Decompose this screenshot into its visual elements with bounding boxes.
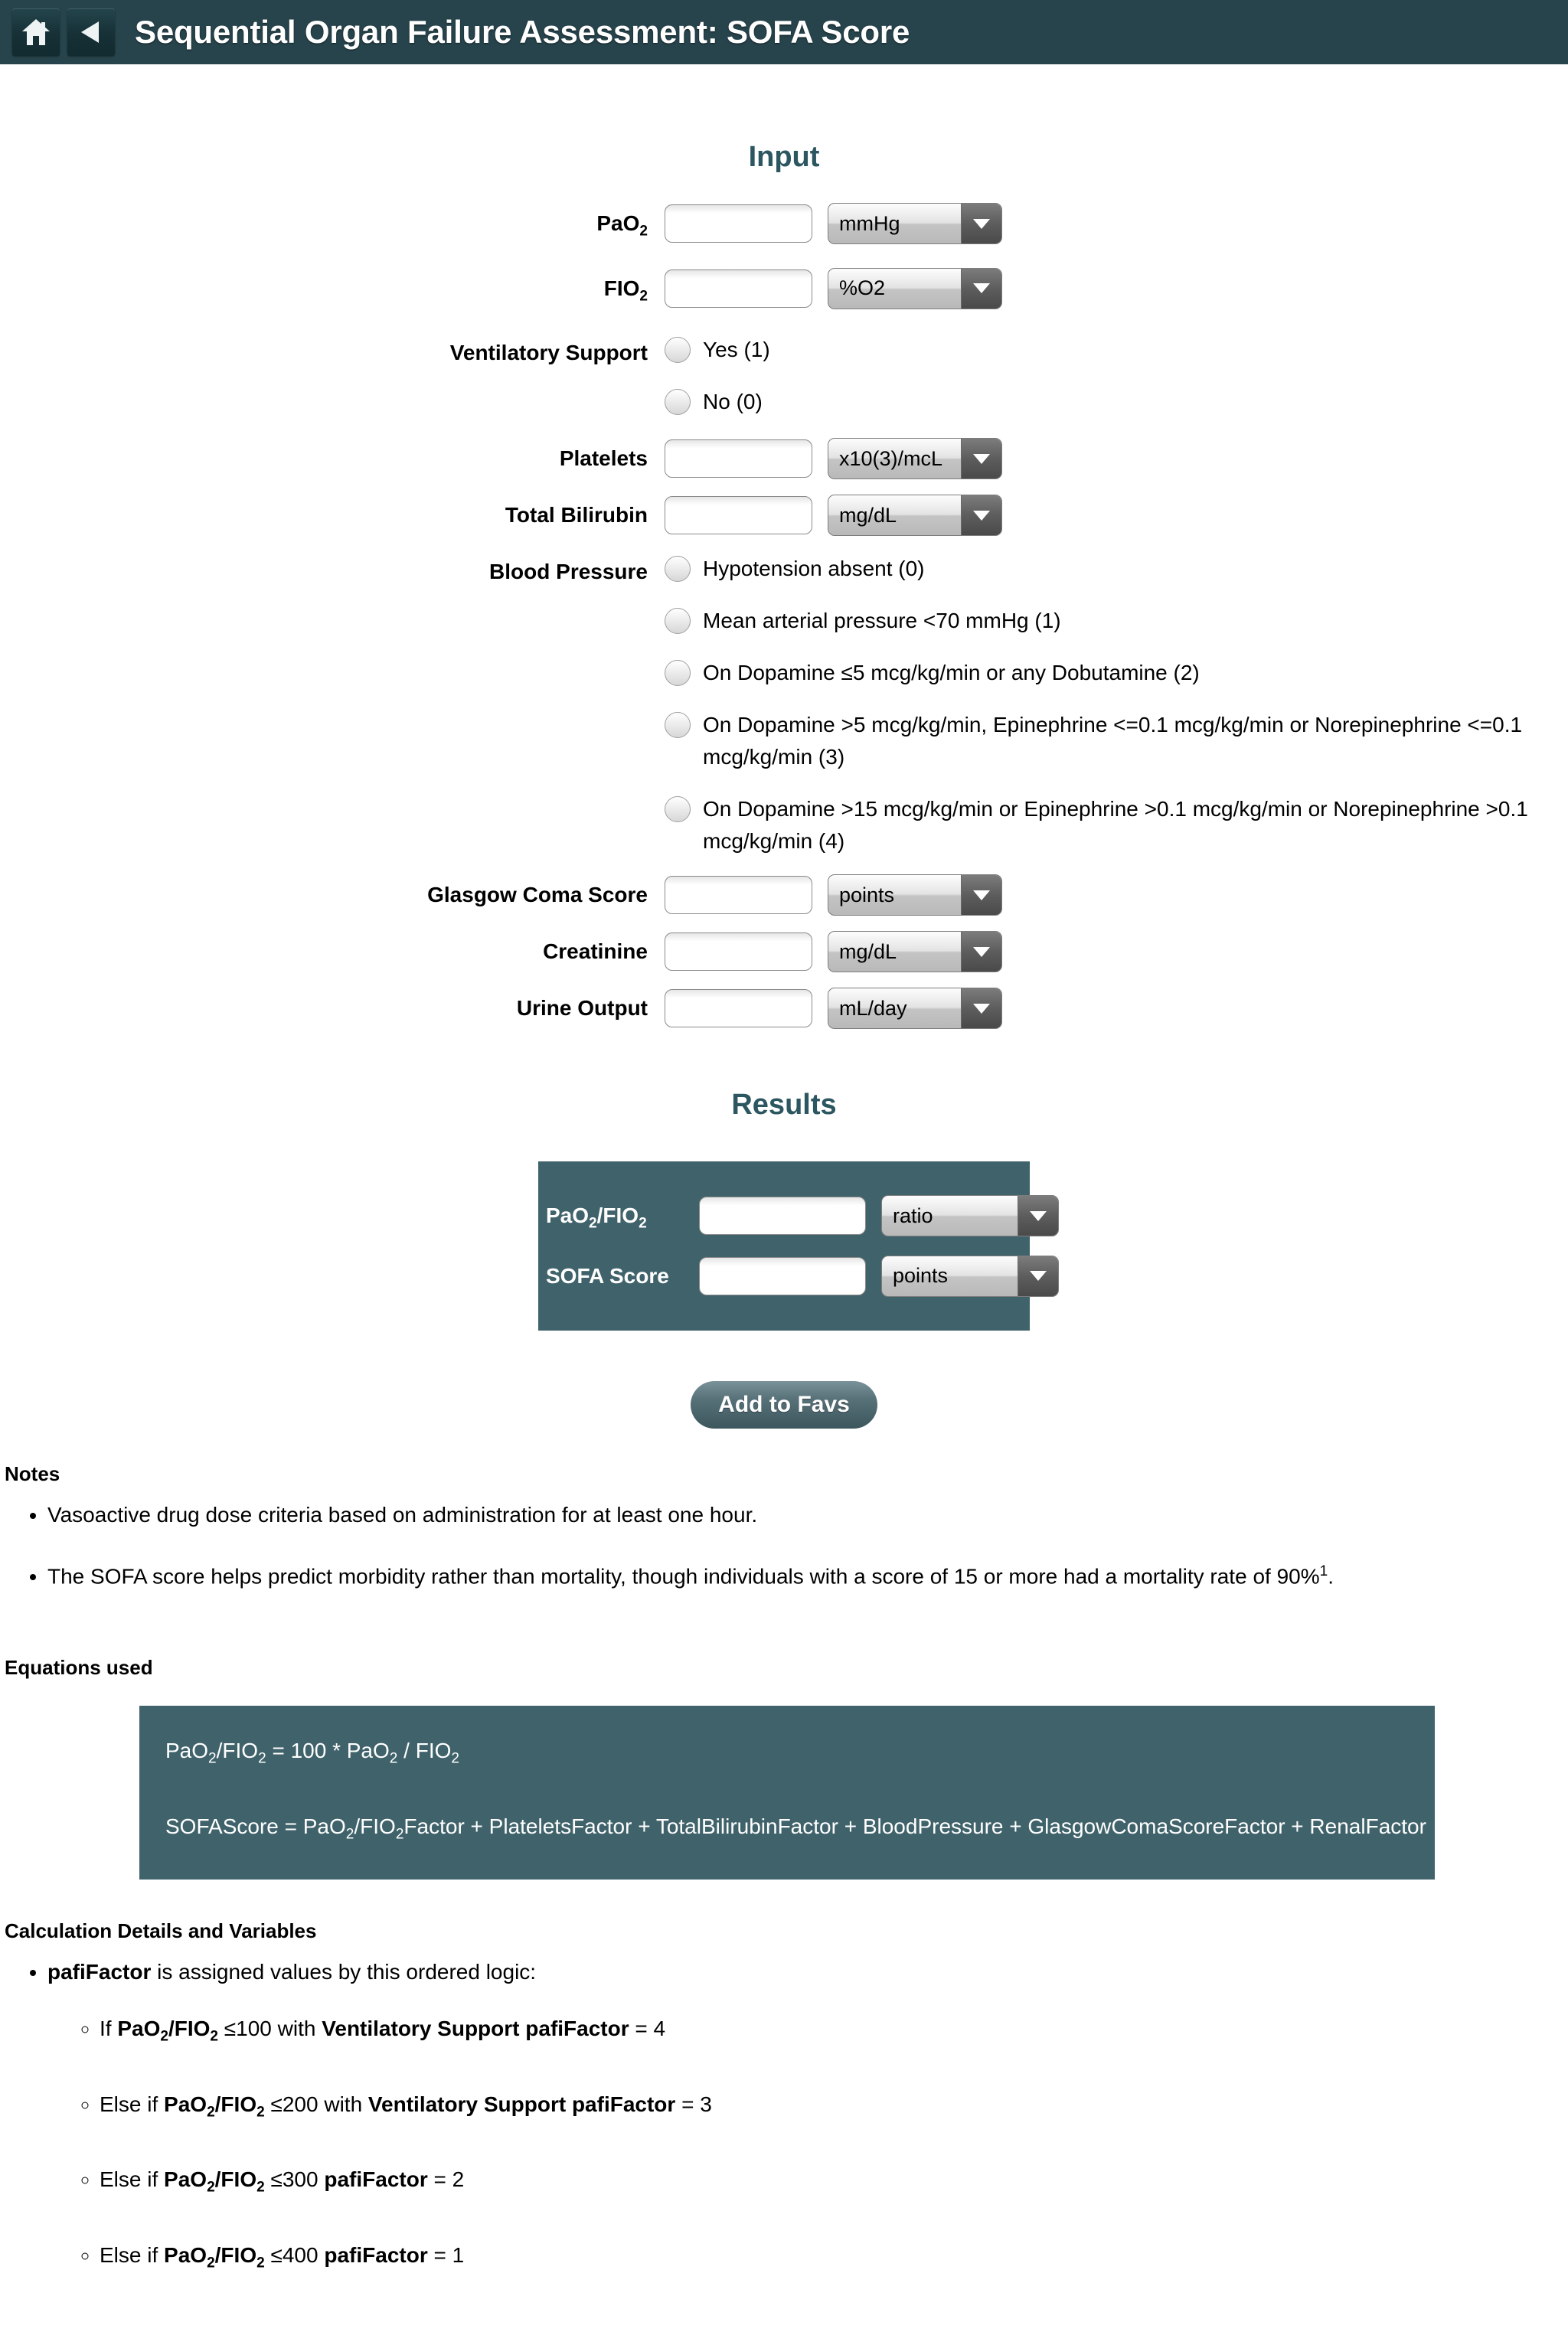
- label-sofa-score: SOFA Score: [546, 1263, 669, 1288]
- chevron-down-icon: [1018, 1256, 1058, 1296]
- radio-ventilatory-yes[interactable]: [665, 334, 770, 366]
- urine-output-input[interactable]: [665, 989, 812, 1027]
- radio-label: Mean arterial pressure <70 mmHg (1): [703, 609, 1061, 633]
- field-row-urine-output: [0, 988, 1568, 1029]
- label-blood-pressure: Blood Pressure: [489, 560, 648, 584]
- fio2-input[interactable]: [665, 269, 812, 308]
- ventilatory-support-radio-group: [665, 332, 770, 418]
- field-row-glasgow-coma-score: [0, 874, 1568, 916]
- label-pao2: PaO$_2$: [596, 211, 648, 240]
- notes-list: [0, 1498, 1568, 1593]
- pao2-fio2-output[interactable]: [699, 1197, 866, 1235]
- home-icon: [21, 18, 51, 47]
- input-form: [0, 203, 1568, 1029]
- pafifactor-sublist: [47, 2012, 1568, 2280]
- creatinine-unit-label: mg/dL: [839, 939, 897, 963]
- sofa-score-unit-label: points: [893, 1264, 949, 1288]
- field-row-blood-pressure: [0, 551, 1568, 857]
- chevron-down-icon: [961, 875, 1001, 915]
- result-row-pafi: [538, 1195, 1030, 1245]
- radio-bp-4[interactable]: [665, 793, 1537, 857]
- glasgow-coma-score-unit-label: points: [839, 883, 895, 906]
- field-row-fio2: [0, 268, 1568, 318]
- chevron-down-icon: [961, 269, 1001, 309]
- input-section-title: Input: [748, 141, 820, 173]
- pao2-input[interactable]: [665, 204, 812, 243]
- equations-heading: Equations used: [5, 1656, 153, 1680]
- list-item: • Vasoactive drug dose criteria based on administration for at least one hour.: [47, 1498, 1568, 1532]
- glasgow-coma-score-input[interactable]: [665, 876, 812, 914]
- chevron-down-icon: [961, 439, 1001, 478]
- radio-label: On Dopamine >5 mcg/kg/min, Epinephrine <=0.1 mcg/kg/min or Norepinephrine <=0.1 mcg/kg/min (3): [703, 713, 1523, 769]
- pao2-fio2-unit-label: ratio: [893, 1204, 933, 1227]
- chevron-down-icon: [961, 204, 1001, 243]
- radio-label: Yes (1): [703, 338, 770, 362]
- label-pao2-fio2: $PaO_2/FIO_2$: [546, 1204, 647, 1232]
- app-header: [0, 0, 1568, 64]
- back-arrow-icon: [77, 18, 106, 47]
- pafifactor-intro: pafiFactor is assigned values by this ordered logic:: [47, 1960, 537, 1984]
- chevron-down-icon: [1018, 1196, 1058, 1236]
- pao2-unit-select[interactable]: [828, 203, 1002, 244]
- radio-bp-2[interactable]: [665, 657, 1537, 689]
- pao2-unit-label: mmHg: [839, 211, 900, 235]
- total-bilirubin-unit-label: mg/dL: [839, 503, 897, 527]
- field-row-platelets: [0, 438, 1568, 479]
- radio-button-icon: [665, 337, 691, 363]
- total-bilirubin-unit-select[interactable]: [828, 495, 1002, 536]
- add-to-favs-button[interactable]: Add to Favs: [691, 1381, 877, 1429]
- urine-output-unit-label: mL/day: [839, 996, 907, 1020]
- field-row-pao2: [0, 203, 1568, 253]
- fio2-unit-select[interactable]: [828, 268, 1002, 309]
- results-section-title: Results: [731, 1089, 837, 1122]
- urine-output-unit-select[interactable]: [828, 988, 1002, 1029]
- label-fio2: $FIO_2$: [603, 276, 648, 305]
- label-glasgow-coma-score: Glasgow Coma Score: [427, 883, 648, 907]
- field-row-total-bilirubin: [0, 495, 1568, 536]
- list-item: ◦ Else if $PaO_2/FIO_2 \le 300$ pafiFactor = 2: [100, 2163, 1568, 2205]
- calculation-details-heading: Calculation Details and Variables: [5, 1919, 317, 1943]
- radio-bp-1[interactable]: [665, 605, 1537, 637]
- field-row-creatinine: [0, 931, 1568, 972]
- platelets-unit-select[interactable]: [828, 438, 1002, 479]
- platelets-unit-label: x10(3)/mcL: [839, 446, 943, 470]
- radio-button-icon: [665, 796, 691, 822]
- fio2-unit-label: %O2: [839, 276, 886, 300]
- glasgow-coma-score-unit-select[interactable]: [828, 874, 1002, 916]
- home-button[interactable]: [12, 8, 60, 56]
- pao2-fio2-unit-select[interactable]: [881, 1195, 1059, 1236]
- label-ventilatory-support: Ventilatory Support: [449, 341, 648, 365]
- radio-ventilatory-no[interactable]: [665, 386, 770, 418]
- blood-pressure-radio-group: [665, 551, 1537, 857]
- chevron-down-icon: [961, 932, 1001, 972]
- label-platelets: Platelets: [559, 446, 648, 471]
- radio-button-icon: [665, 608, 691, 634]
- notes-heading: Notes: [5, 1462, 60, 1485]
- radio-button-icon: [665, 389, 691, 415]
- radio-bp-3[interactable]: [665, 709, 1537, 773]
- sofa-score-output[interactable]: [699, 1257, 866, 1295]
- list-item: ◦ Else if $PaO_2/FIO_2 \le 200$ with Ventilatory Support pafiFactor = 3: [100, 2088, 1568, 2130]
- radio-bp-0[interactable]: [665, 553, 1537, 585]
- result-row-sofa-score: [538, 1256, 1030, 1297]
- equation-line: SOFAScore = $PaO_2/FIO_2Factor$ + PlateletsFactor + TotalBilirubinFactor + BloodPressure + GlasgowComaScoreFactor + RenalFactor: [165, 1814, 1426, 1843]
- chevron-down-icon: [961, 495, 1001, 535]
- chevron-down-icon: [961, 988, 1001, 1028]
- list-item: [47, 1955, 1568, 2280]
- radio-button-icon: [665, 660, 691, 686]
- label-total-bilirubin: Total Bilirubin: [505, 503, 648, 527]
- radio-label: On Dopamine >15 mcg/kg/min or Epinephrine >0.1 mcg/kg/min or Norepinephrine >0.1 mcg/kg/min (4): [703, 797, 1528, 854]
- radio-label: On Dopamine ≤5 mcg/kg/min or any Dobutamine (2): [703, 661, 1200, 685]
- add-to-favs-container: [0, 1381, 1568, 1429]
- radio-button-icon: [665, 712, 691, 738]
- radio-label: Hypotension absent (0): [703, 557, 925, 581]
- label-urine-output: Urine Output: [516, 996, 648, 1021]
- results-panel: [538, 1161, 1030, 1331]
- calculation-details-list: [0, 1955, 1568, 2280]
- list-item: ◦ Else if $PaO_2/FIO_2 \le 400$ pafiFactor = 1: [100, 2239, 1568, 2281]
- platelets-input[interactable]: [665, 439, 812, 478]
- equation-line: $PaO_2/FIO_2 = 100 * PaO_2 / FIO_2$: [165, 1739, 459, 1767]
- creatinine-unit-select[interactable]: [828, 931, 1002, 972]
- back-button[interactable]: [67, 8, 115, 56]
- equations-box: [139, 1706, 1435, 1880]
- sofa-score-unit-select[interactable]: [881, 1256, 1059, 1297]
- field-row-ventilatory-support: [0, 332, 1568, 418]
- page-title: Sequential Organ Failure Assessment: SOFA Score: [135, 14, 910, 50]
- total-bilirubin-input[interactable]: [665, 496, 812, 534]
- label-creatinine: Creatinine: [543, 939, 648, 964]
- creatinine-input[interactable]: [665, 932, 812, 971]
- list-item: • The SOFA score helps predict morbidity rather than mortality, though individuals with a score of 15 or more had a mortality rate of 90%$^1$.: [47, 1555, 1568, 1593]
- radio-label: No (0): [703, 390, 763, 414]
- list-item: ◦ If $PaO_2/FIO_2 \le 100$ with Ventilatory Support pafiFactor = 4: [100, 2012, 1568, 2054]
- radio-button-icon: [665, 556, 691, 582]
